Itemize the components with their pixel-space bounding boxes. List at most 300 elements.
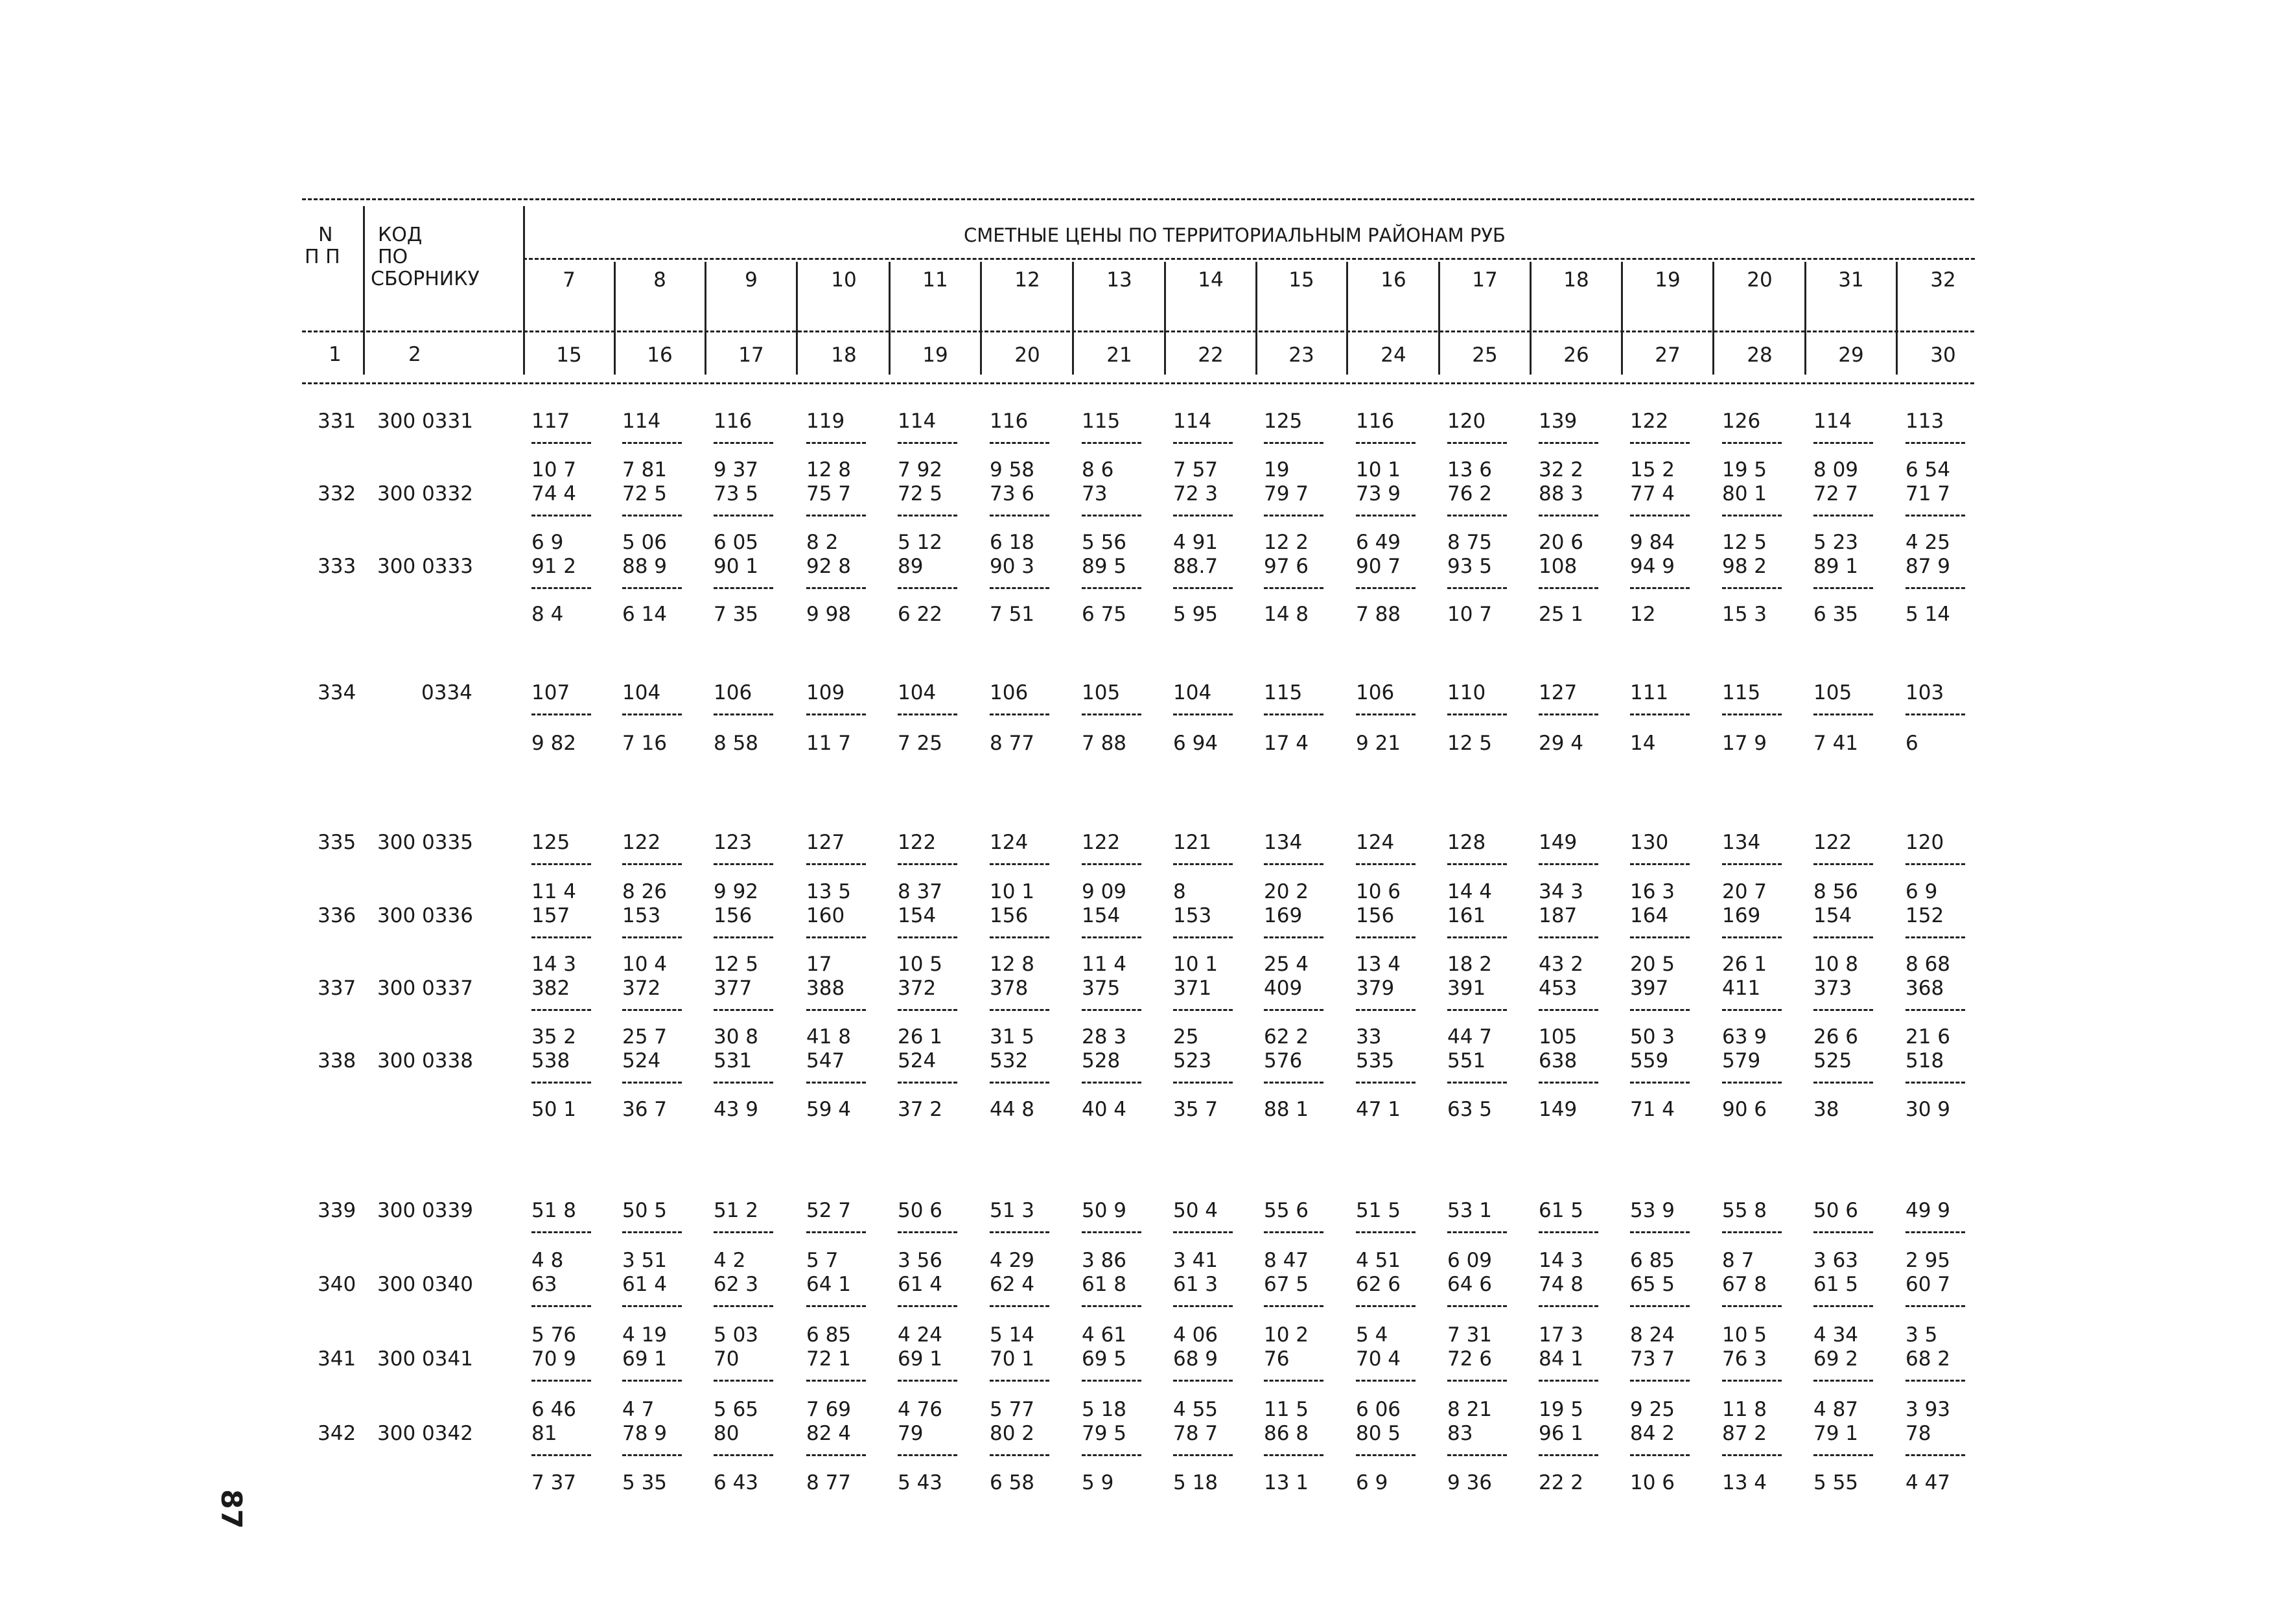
price-cell: 35 7 (1173, 1098, 1218, 1121)
price-cell: 50 1 (531, 1098, 577, 1121)
row-code: 300 0337 (377, 977, 473, 1000)
fraction-line (1813, 713, 1873, 715)
price-cell: 72 6 (1447, 1347, 1493, 1371)
price-cell: 29 4 (1539, 732, 1584, 755)
price-cell: 88 9 (622, 555, 668, 578)
price-cell: 49 9 (1905, 1199, 1951, 1222)
price-cell: 92 8 (806, 555, 852, 578)
price-cell: 8 21 (1447, 1398, 1493, 1421)
price-cell: 47 1 (1356, 1098, 1401, 1121)
fraction-line (1813, 1082, 1873, 1084)
region-header: 13 (1106, 268, 1132, 292)
fraction-line (1630, 936, 1690, 938)
price-cell: 532 (990, 1049, 1029, 1073)
price-cell: 382 (531, 977, 570, 1000)
fraction-line (898, 863, 957, 865)
col-number: 30 (1930, 343, 1956, 367)
price-cell: 7 57 (1173, 458, 1218, 481)
fraction-line (1539, 1380, 1598, 1382)
price-cell: 5 35 (622, 1471, 668, 1494)
fraction-line (1264, 1231, 1323, 1233)
fraction-line (622, 1305, 682, 1307)
fraction-line (1173, 1305, 1233, 1307)
col-number: 26 (1563, 343, 1589, 367)
price-cell: 531 (714, 1049, 752, 1073)
price-cell: 81 (531, 1422, 557, 1445)
price-cell: 6 58 (990, 1471, 1035, 1494)
price-cell: 110 (1447, 681, 1486, 704)
fraction-line (1722, 936, 1782, 938)
fraction-line (1905, 442, 1965, 444)
fraction-line (1082, 587, 1141, 589)
price-cell: 5 4 (1356, 1323, 1388, 1347)
price-cell: 22 2 (1539, 1471, 1584, 1494)
price-cell: 9 37 (714, 458, 759, 481)
price-cell: 79 5 (1082, 1422, 1127, 1445)
price-cell: 52 7 (806, 1199, 852, 1222)
price-cell: 73 7 (1630, 1347, 1675, 1371)
price-cell: 73 (1082, 482, 1108, 505)
fraction-line (1539, 1009, 1598, 1011)
fraction-line (1264, 442, 1323, 444)
fraction-line (531, 1082, 591, 1084)
price-cell: 72 5 (898, 482, 943, 505)
price-cell: 72 5 (622, 482, 668, 505)
price-cell: 50 6 (1813, 1199, 1859, 1222)
price-cell: 12 5 (1447, 732, 1493, 755)
fraction-line (1539, 713, 1598, 715)
price-cell: 61 4 (622, 1273, 668, 1296)
fraction-line (806, 1380, 866, 1382)
price-cell: 10 6 (1630, 1471, 1675, 1494)
price-cell: 40 4 (1082, 1098, 1127, 1121)
region-header: 31 (1838, 268, 1864, 292)
row-code: 300 0338 (377, 1049, 473, 1073)
price-cell: 3 86 (1082, 1249, 1127, 1272)
price-cell: 14 3 (531, 953, 577, 976)
fraction-line (1356, 1305, 1416, 1307)
price-cell: 61 5 (1813, 1273, 1859, 1296)
fraction-line (806, 936, 866, 938)
price-cell: 74 8 (1539, 1273, 1584, 1296)
fraction-line (1539, 863, 1598, 865)
price-cell: 35 2 (531, 1025, 577, 1049)
price-cell: 98 2 (1722, 555, 1767, 578)
price-cell: 528 (1082, 1049, 1121, 1073)
fraction-line (1173, 863, 1233, 865)
price-cell: 61 4 (898, 1273, 943, 1296)
price-cell: 157 (531, 904, 570, 927)
price-cell: 19 5 (1722, 458, 1767, 481)
fraction-line (1173, 1231, 1233, 1233)
price-cell: 26 1 (1722, 953, 1767, 976)
price-cell: 122 (622, 831, 661, 854)
price-cell: 96 1 (1539, 1422, 1584, 1445)
price-cell: 4 8 (531, 1249, 564, 1272)
np-label: П П (305, 246, 340, 268)
fraction-line (1447, 1009, 1507, 1011)
price-cell: 5 06 (622, 531, 668, 554)
price-cell: 51 3 (990, 1199, 1035, 1222)
fraction-line (1722, 515, 1782, 516)
fraction-line (1447, 863, 1507, 865)
fraction-line (1447, 1454, 1507, 1456)
price-cell: 30 8 (714, 1025, 759, 1049)
fraction-line (806, 713, 866, 715)
fraction-line (1173, 1082, 1233, 1084)
fraction-line (1539, 515, 1598, 516)
title-rule (523, 258, 1975, 260)
price-cell: 124 (990, 831, 1029, 854)
price-cell: 71 7 (1905, 482, 1951, 505)
fraction-line (714, 1082, 773, 1084)
fraction-line (898, 1454, 957, 1456)
fraction-line (1813, 936, 1873, 938)
row-code: 300 0336 (377, 904, 473, 927)
price-cell: 125 (1264, 410, 1303, 433)
fraction-line (1813, 587, 1873, 589)
price-cell: 9 25 (1630, 1398, 1675, 1421)
price-cell: 89 1 (1813, 555, 1859, 578)
price-cell: 114 (898, 410, 937, 433)
price-cell: 116 (714, 410, 752, 433)
region-header: 16 (1381, 268, 1406, 292)
price-cell: 7 41 (1813, 732, 1859, 755)
price-cell: 9 98 (806, 603, 852, 626)
fraction-line (806, 1454, 866, 1456)
fraction-line (1356, 936, 1416, 938)
price-cell: 16 3 (1630, 880, 1675, 903)
price-cell: 105 (1082, 681, 1121, 704)
fraction-line (990, 1305, 1049, 1307)
region-header: 10 (831, 268, 857, 292)
price-cell: 104 (622, 681, 661, 704)
price-cell: 11 4 (1082, 953, 1127, 976)
price-cell: 8 37 (898, 880, 943, 903)
price-cell: 9 09 (1082, 880, 1127, 903)
price-cell: 121 (1173, 831, 1212, 854)
price-cell: 50 4 (1173, 1199, 1218, 1222)
price-cell: 30 9 (1905, 1098, 1951, 1121)
price-cell: 6 75 (1082, 603, 1127, 626)
price-cell: 6 46 (531, 1398, 577, 1421)
price-cell: 161 (1447, 904, 1486, 927)
fraction-line (1905, 1305, 1965, 1307)
price-cell: 106 (990, 681, 1029, 704)
price-cell: 5 56 (1082, 531, 1127, 554)
price-cell: 6 85 (806, 1323, 852, 1347)
fraction-line (1356, 1082, 1416, 1084)
price-cell: 43 2 (1539, 953, 1584, 976)
fraction-line (531, 442, 591, 444)
price-cell: 20 7 (1722, 880, 1767, 903)
row-number: 335 (318, 831, 356, 854)
price-cell: 6 9 (531, 531, 564, 554)
price-cell: 72 1 (806, 1347, 852, 1371)
fraction-line (622, 1380, 682, 1382)
fraction-line (1722, 1305, 1782, 1307)
price-cell: 62 3 (714, 1273, 759, 1296)
price-cell: 117 (531, 410, 570, 433)
fraction-line (1905, 587, 1965, 589)
fraction-line (714, 1009, 773, 1011)
row-number: 331 (318, 410, 356, 433)
price-cell: 8 58 (714, 732, 759, 755)
col-number: 22 (1198, 343, 1224, 367)
price-cell: 5 7 (806, 1249, 839, 1272)
fraction-line (1539, 1305, 1598, 1307)
price-cell: 11 4 (531, 880, 577, 903)
row-code: 300 0342 (377, 1422, 473, 1445)
price-cell: 368 (1905, 977, 1944, 1000)
fraction-line (1082, 442, 1141, 444)
price-cell: 76 (1264, 1347, 1290, 1371)
fraction-line (1356, 713, 1416, 715)
price-cell: 5 18 (1082, 1398, 1127, 1421)
fraction-line (1356, 1009, 1416, 1011)
row-number: 340 (318, 1273, 356, 1296)
price-cell: 7 31 (1447, 1323, 1493, 1347)
price-cell: 115 (1082, 410, 1121, 433)
price-cell: 409 (1264, 977, 1303, 1000)
fraction-line (1630, 713, 1690, 715)
price-cell: 20 6 (1539, 531, 1584, 554)
price-cell: 125 (531, 831, 570, 854)
price-cell: 5 18 (1173, 1471, 1218, 1494)
price-cell: 11 7 (806, 732, 852, 755)
fraction-line (1082, 1380, 1141, 1382)
price-cell: 154 (1813, 904, 1852, 927)
price-cell: 113 (1905, 410, 1944, 433)
fraction-line (1264, 515, 1323, 516)
price-cell: 12 8 (990, 953, 1035, 976)
price-cell: 41 8 (806, 1025, 852, 1049)
price-cell: 120 (1447, 410, 1486, 433)
fraction-line (622, 1082, 682, 1084)
price-cell: 10 6 (1356, 880, 1401, 903)
fraction-line (1356, 1454, 1416, 1456)
fraction-line (990, 863, 1049, 865)
fraction-line (1813, 1380, 1873, 1382)
price-cell: 33 (1356, 1025, 1382, 1049)
price-cell: 8 6 (1082, 458, 1114, 481)
price-cell: 8 7 (1722, 1249, 1754, 1272)
fraction-line (1722, 1380, 1782, 1382)
price-cell: 69 1 (898, 1347, 943, 1371)
price-cell: 61 5 (1539, 1199, 1584, 1222)
price-cell: 4 29 (990, 1249, 1035, 1272)
price-cell: 51 5 (1356, 1199, 1401, 1222)
fraction-line (1630, 1082, 1690, 1084)
price-cell: 13 5 (806, 880, 852, 903)
fraction-line (1356, 1231, 1416, 1233)
price-cell: 97 6 (1264, 555, 1309, 578)
region-header: 20 (1747, 268, 1773, 292)
page-number: 87 (215, 1489, 248, 1529)
price-cell: 14 3 (1539, 1249, 1584, 1272)
price-cell: 5 12 (898, 531, 943, 554)
fraction-line (806, 442, 866, 444)
price-cell: 90 1 (714, 555, 759, 578)
price-cell: 119 (806, 410, 845, 433)
fraction-line (990, 1380, 1049, 1382)
fraction-line (898, 936, 957, 938)
price-cell: 6 06 (1356, 1398, 1401, 1421)
fraction-line (990, 1009, 1049, 1011)
price-cell: 372 (898, 977, 937, 1000)
fraction-line (1905, 1380, 1965, 1382)
price-cell: 12 8 (806, 458, 852, 481)
price-cell: 91 2 (531, 555, 577, 578)
price-cell: 65 5 (1630, 1273, 1675, 1296)
row-number: 337 (318, 977, 356, 1000)
fraction-line (714, 1305, 773, 1307)
price-cell: 4 61 (1082, 1323, 1127, 1347)
price-cell: 104 (898, 681, 937, 704)
col-number: 1 (329, 343, 342, 366)
fraction-line (1630, 515, 1690, 516)
fraction-line (1905, 515, 1965, 516)
fraction-line (1630, 1380, 1690, 1382)
fraction-line (714, 863, 773, 865)
price-cell: 80 1 (1722, 482, 1767, 505)
fraction-line (1356, 1380, 1416, 1382)
price-cell: 12 5 (714, 953, 759, 976)
price-cell: 154 (1082, 904, 1121, 927)
region-header: 11 (922, 268, 948, 292)
fraction-line (1356, 587, 1416, 589)
row-number: 341 (318, 1347, 356, 1371)
table-title: СМЕТНЫЕ ЦЕНЫ ПО ТЕРРИТОРИАЛЬНЫМ РАЙОНАМ РУБ (964, 224, 1506, 246)
fraction-line (1447, 1380, 1507, 1382)
col-number: 16 (647, 343, 673, 367)
fraction-line (898, 713, 957, 715)
price-cell: 51 2 (714, 1199, 759, 1222)
price-cell: 67 5 (1264, 1273, 1309, 1296)
price-cell: 3 56 (898, 1249, 943, 1272)
row-code: 300 0333 (377, 555, 473, 578)
region-header: 15 (1288, 268, 1314, 292)
fraction-line (1173, 1454, 1233, 1456)
fraction-line (1264, 1454, 1323, 1456)
fraction-line (898, 442, 957, 444)
fraction-line (1905, 1454, 1965, 1456)
row-number: 339 (318, 1199, 356, 1222)
price-cell: 86 8 (1264, 1422, 1309, 1445)
price-cell: 3 63 (1813, 1249, 1859, 1272)
price-cell: 164 (1630, 904, 1669, 927)
price-cell: 61 8 (1082, 1273, 1127, 1296)
price-cell: 153 (622, 904, 661, 927)
price-cell: 76 2 (1447, 482, 1493, 505)
price-cell: 6 9 (1905, 880, 1938, 903)
price-cell: 10 1 (990, 880, 1035, 903)
price-cell: 104 (1173, 681, 1212, 704)
price-cell: 535 (1356, 1049, 1395, 1073)
fraction-line (714, 1231, 773, 1233)
np-label: N (318, 224, 333, 246)
region-header: 32 (1930, 268, 1956, 292)
price-cell: 50 6 (898, 1199, 943, 1222)
fraction-line (1722, 587, 1782, 589)
price-cell: 4 91 (1173, 531, 1218, 554)
fraction-line (1173, 515, 1233, 516)
price-cell: 93 5 (1447, 555, 1493, 578)
price-cell: 88.7 (1173, 555, 1218, 578)
price-cell: 3 41 (1173, 1249, 1218, 1272)
price-cell: 3 51 (622, 1249, 668, 1272)
price-cell: 109 (806, 681, 845, 704)
fraction-line (531, 936, 591, 938)
price-cell: 115 (1722, 681, 1761, 704)
price-cell: 72 3 (1173, 482, 1218, 505)
price-cell: 116 (1356, 410, 1395, 433)
fraction-line (531, 1454, 591, 1456)
price-cell: 69 2 (1813, 1347, 1859, 1371)
price-cell: 4 7 (622, 1398, 655, 1421)
price-cell: 127 (1539, 681, 1578, 704)
price-cell: 71 4 (1630, 1098, 1675, 1121)
fraction-line (990, 515, 1049, 516)
price-cell: 83 (1447, 1422, 1473, 1445)
fraction-line (714, 936, 773, 938)
price-cell: 10 1 (1356, 458, 1401, 481)
col-number: 17 (738, 343, 764, 367)
price-cell: 38 (1813, 1098, 1839, 1121)
fraction-line (714, 442, 773, 444)
fraction-line (1813, 1009, 1873, 1011)
price-cell: 69 1 (622, 1347, 668, 1371)
price-cell: 80 2 (990, 1422, 1035, 1445)
price-cell: 10 7 (1447, 603, 1493, 626)
price-cell: 70 1 (990, 1347, 1035, 1371)
price-cell: 72 7 (1813, 482, 1859, 505)
price-cell: 107 (531, 681, 570, 704)
price-cell: 19 5 (1539, 1398, 1584, 1421)
col-number: 19 (922, 343, 948, 367)
price-cell: 90 7 (1356, 555, 1401, 578)
price-cell: 62 4 (990, 1273, 1035, 1296)
region-header: 9 (745, 268, 758, 292)
price-cell: 524 (622, 1049, 661, 1073)
price-cell: 105 (1813, 681, 1852, 704)
price-cell: 375 (1082, 977, 1121, 1000)
price-cell: 6 54 (1905, 458, 1951, 481)
row-number: 336 (318, 904, 356, 927)
price-cell: 5 95 (1173, 603, 1218, 626)
price-cell: 154 (898, 904, 937, 927)
price-cell: 388 (806, 977, 845, 1000)
price-cell: 9 21 (1356, 732, 1401, 755)
price-cell: 36 7 (622, 1098, 668, 1121)
fraction-line (622, 1231, 682, 1233)
price-cell: 6 9 (1356, 1471, 1388, 1494)
row-code: 300 0335 (377, 831, 473, 854)
price-cell: 8 68 (1905, 953, 1951, 976)
price-cell: 2 95 (1905, 1249, 1951, 1272)
fraction-line (1905, 1009, 1965, 1011)
price-cell: 26 6 (1813, 1025, 1859, 1049)
fraction-line (531, 515, 591, 516)
price-cell: 5 9 (1082, 1471, 1114, 1494)
price-cell: 79 1 (1813, 1422, 1859, 1445)
fraction-line (1630, 1231, 1690, 1233)
fraction-line (990, 713, 1049, 715)
price-cell: 75 7 (806, 482, 852, 505)
price-cell: 13 4 (1722, 1471, 1767, 1494)
price-cell: 378 (990, 977, 1029, 1000)
fraction-line (622, 1454, 682, 1456)
